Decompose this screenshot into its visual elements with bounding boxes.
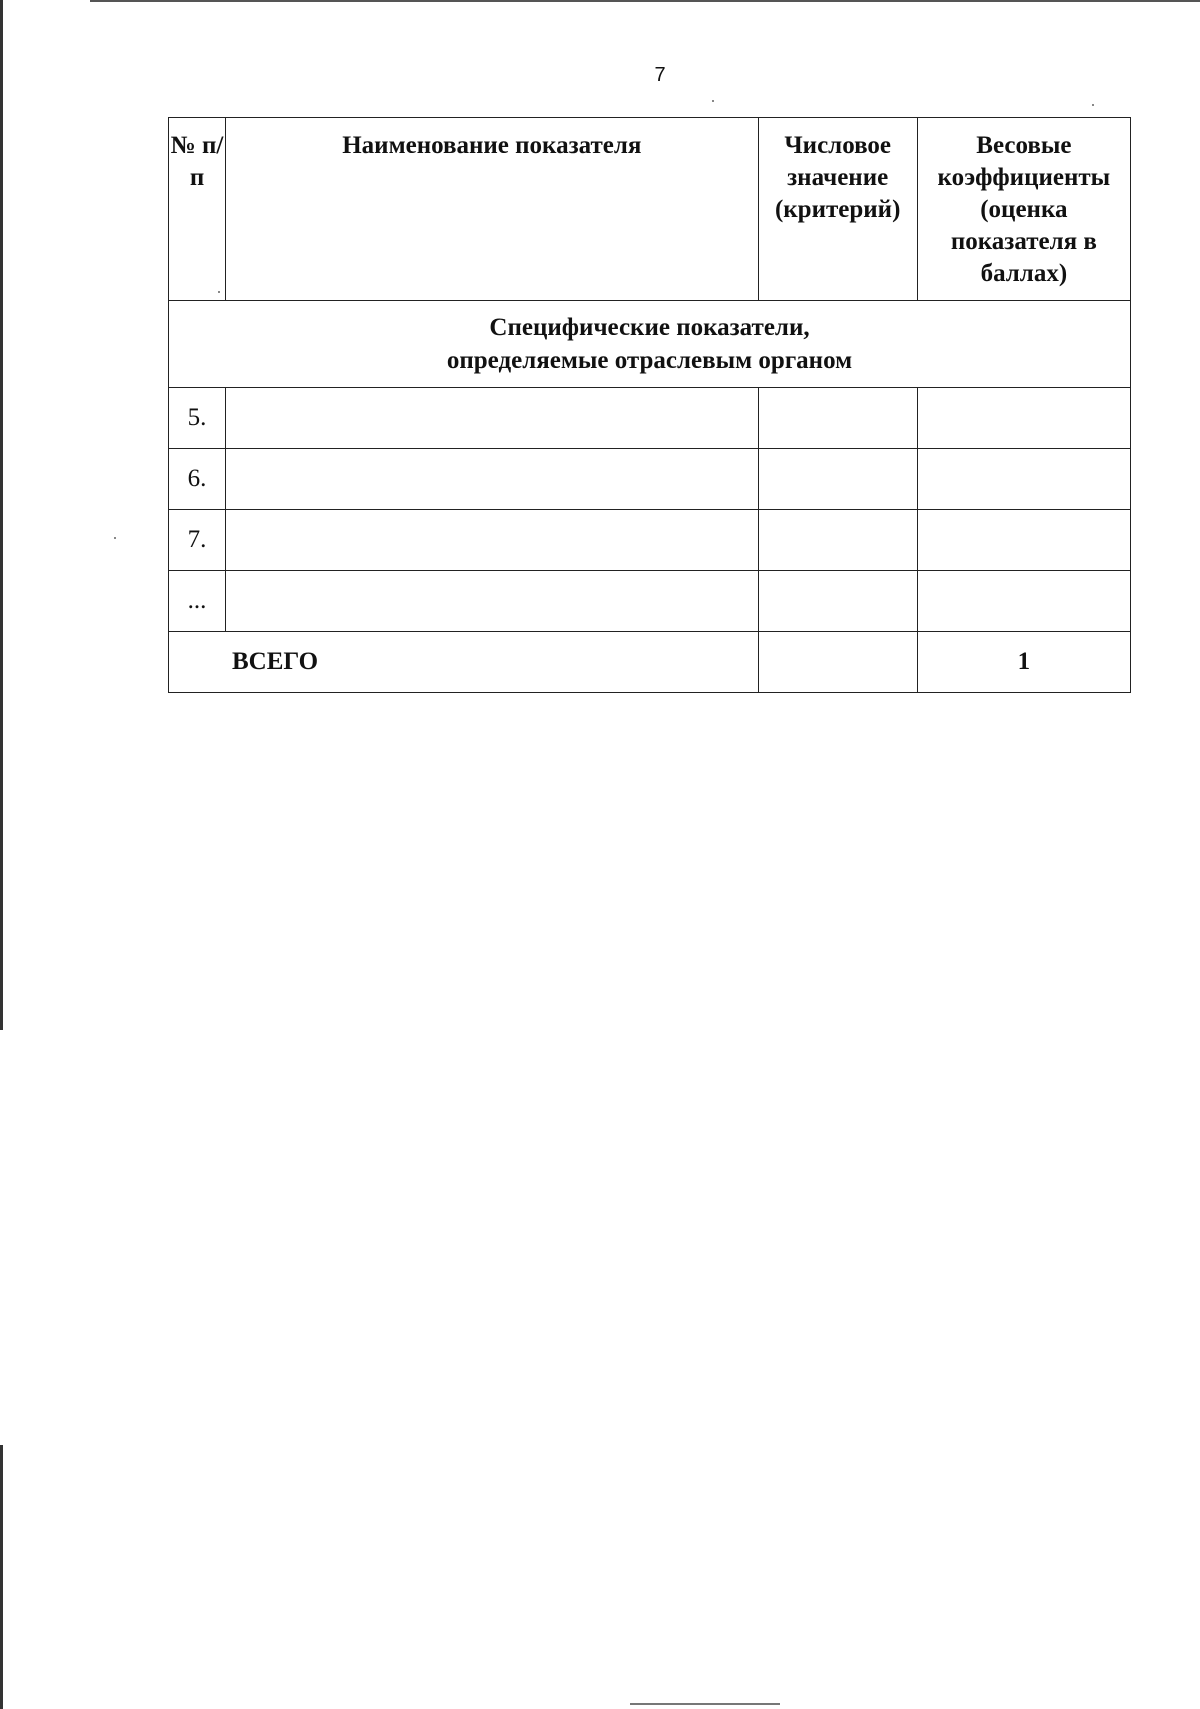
row-weight bbox=[917, 388, 1130, 449]
table-header-row bbox=[169, 118, 1131, 301]
scan-edge-left-lower bbox=[0, 1445, 3, 1709]
table-row bbox=[169, 510, 1131, 571]
table-row bbox=[169, 449, 1131, 510]
scan-speck bbox=[114, 537, 116, 539]
section-row bbox=[169, 301, 1131, 388]
row-weight bbox=[917, 571, 1130, 632]
section-title bbox=[169, 301, 1131, 388]
table-row bbox=[169, 571, 1131, 632]
row-number: 5. bbox=[169, 388, 226, 449]
row-numeric-value bbox=[758, 510, 917, 571]
scan-edge-bottom bbox=[630, 1703, 780, 1705]
header-weight-coefficients: Весовые коэффициенты (оценка показателя в баллах) bbox=[917, 118, 1130, 301]
row-indicator-name bbox=[226, 449, 759, 510]
row-weight bbox=[917, 510, 1130, 571]
scan-edge-left bbox=[0, 0, 3, 1030]
section-title-line-2: определяемые отраслевым органом bbox=[446, 347, 853, 374]
total-weight: 1 bbox=[917, 632, 1130, 693]
scan-speck bbox=[1092, 104, 1094, 106]
row-number: ... bbox=[169, 571, 226, 632]
total-row bbox=[169, 632, 1131, 693]
row-number: 6. bbox=[169, 449, 226, 510]
total-label: ВСЕГО bbox=[169, 632, 759, 693]
table-row bbox=[169, 388, 1131, 449]
total-value bbox=[758, 632, 917, 693]
section-title-line-1: Специфические показатели, bbox=[489, 314, 810, 341]
row-weight bbox=[917, 449, 1130, 510]
scan-edge-top bbox=[90, 0, 1200, 2]
indicators-table bbox=[168, 117, 1131, 693]
header-numeric-value: Числовое значение (критерий) bbox=[758, 118, 917, 301]
header-indicator-name: Наименование показателя bbox=[226, 118, 759, 301]
page-number: 7 bbox=[654, 64, 666, 86]
row-numeric-value bbox=[758, 571, 917, 632]
scan-speck bbox=[712, 100, 714, 102]
row-numeric-value bbox=[758, 449, 917, 510]
row-indicator-name bbox=[226, 388, 759, 449]
row-number: 7. bbox=[169, 510, 226, 571]
row-indicator-name bbox=[226, 571, 759, 632]
row-numeric-value bbox=[758, 388, 917, 449]
row-indicator-name bbox=[226, 510, 759, 571]
header-number: № п/п bbox=[169, 118, 226, 301]
